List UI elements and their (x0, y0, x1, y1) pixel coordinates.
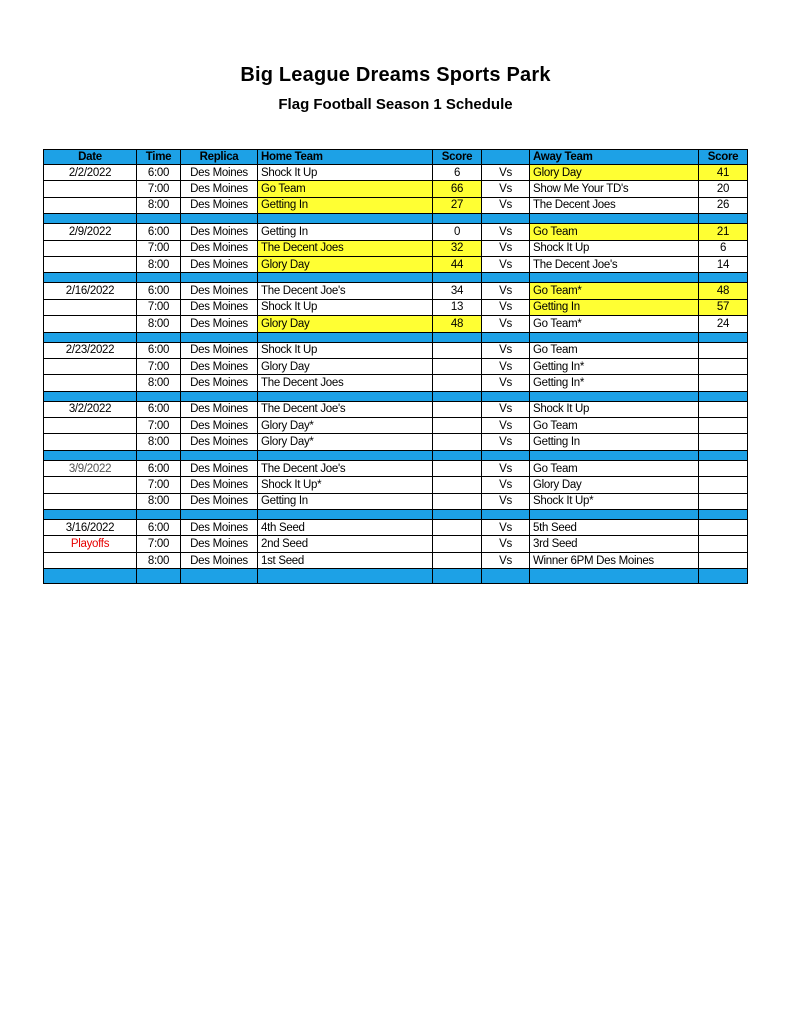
week-date: 2/16/2022 (44, 283, 137, 299)
home-team: Glory Day (258, 316, 433, 332)
game-time: 7:00 (137, 477, 181, 493)
separator-cell (699, 214, 748, 224)
home-score (433, 342, 482, 358)
home-team: 1st Seed (258, 552, 433, 568)
away-team: Getting In (530, 299, 699, 315)
home-score (433, 520, 482, 536)
game-replica: Des Moines (181, 493, 258, 509)
separator-cell (181, 332, 258, 342)
table-row (44, 342, 748, 358)
col-header-replica: Replica (181, 150, 258, 165)
col-header-home-team: Home Team (258, 150, 433, 165)
week-date: 3/9/2022 (44, 460, 137, 476)
vs-label: Vs (482, 552, 530, 568)
vs-label: Vs (482, 434, 530, 450)
separator-cell (699, 332, 748, 342)
separator-cell (258, 391, 433, 401)
home-team: Getting In (258, 197, 433, 213)
date-cell-empty (44, 316, 137, 332)
game-time: 7:00 (137, 418, 181, 434)
game-replica: Des Moines (181, 316, 258, 332)
game-time: 7:00 (137, 181, 181, 197)
away-score: 14 (699, 256, 748, 272)
game-replica: Des Moines (181, 256, 258, 272)
separator-cell (482, 332, 530, 342)
separator-cell (137, 214, 181, 224)
vs-label: Vs (482, 493, 530, 509)
col-header-away-team: Away Team (530, 150, 699, 165)
away-team: Go Team* (530, 316, 699, 332)
game-time: 8:00 (137, 552, 181, 568)
table-row (44, 165, 748, 181)
date-cell-empty (44, 358, 137, 374)
schedule-body (44, 165, 748, 584)
separator-cell (137, 569, 181, 584)
separator-cell (258, 569, 433, 584)
separator-cell (530, 214, 699, 224)
game-replica: Des Moines (181, 165, 258, 181)
home-team: Shock It Up (258, 165, 433, 181)
separator-cell (482, 450, 530, 460)
game-replica: Des Moines (181, 434, 258, 450)
game-time: 8:00 (137, 197, 181, 213)
table-row (44, 434, 748, 450)
vs-label: Vs (482, 240, 530, 256)
col-header-date: Date (44, 150, 137, 165)
vs-label: Vs (482, 283, 530, 299)
away-team: Shock It Up* (530, 493, 699, 509)
date-cell-empty (44, 493, 137, 509)
separator-cell (433, 332, 482, 342)
away-team: Getting In (530, 434, 699, 450)
game-replica: Des Moines (181, 536, 258, 552)
vs-label: Vs (482, 181, 530, 197)
table-row (44, 224, 748, 240)
home-score: 0 (433, 224, 482, 240)
home-team: Glory Day (258, 256, 433, 272)
home-score: 34 (433, 283, 482, 299)
game-replica: Des Moines (181, 418, 258, 434)
away-score (699, 401, 748, 417)
away-score (699, 358, 748, 374)
game-time: 6:00 (137, 401, 181, 417)
separator-cell (699, 569, 748, 584)
game-replica: Des Moines (181, 299, 258, 315)
vs-label: Vs (482, 401, 530, 417)
game-time: 6:00 (137, 224, 181, 240)
home-team: Getting In (258, 493, 433, 509)
separator-cell (137, 510, 181, 520)
game-replica: Des Moines (181, 552, 258, 568)
game-replica: Des Moines (181, 197, 258, 213)
away-score: 41 (699, 165, 748, 181)
separator-cell (433, 391, 482, 401)
table-row (44, 460, 748, 476)
date-cell-empty (44, 256, 137, 272)
game-replica: Des Moines (181, 283, 258, 299)
game-replica: Des Moines (181, 240, 258, 256)
table-row (44, 375, 748, 391)
date-cell-empty (44, 375, 137, 391)
date-cell-empty (44, 477, 137, 493)
away-team: The Decent Joes (530, 197, 699, 213)
separator-cell (44, 450, 137, 460)
away-score: 6 (699, 240, 748, 256)
game-time: 7:00 (137, 240, 181, 256)
table-row (44, 181, 748, 197)
away-score: 20 (699, 181, 748, 197)
game-replica: Des Moines (181, 342, 258, 358)
game-time: 6:00 (137, 460, 181, 476)
vs-label: Vs (482, 165, 530, 181)
away-team: Getting In* (530, 358, 699, 374)
week-date: 2/2/2022 (44, 165, 137, 181)
separator-cell (181, 273, 258, 283)
week-separator (44, 332, 748, 342)
away-team: The Decent Joe's (530, 256, 699, 272)
away-score: 48 (699, 283, 748, 299)
col-header-time: Time (137, 150, 181, 165)
away-score: 24 (699, 316, 748, 332)
home-score (433, 477, 482, 493)
date-cell-empty (44, 418, 137, 434)
date-cell-empty (44, 197, 137, 213)
game-replica: Des Moines (181, 460, 258, 476)
away-score (699, 477, 748, 493)
away-score (699, 342, 748, 358)
home-team: The Decent Joes (258, 240, 433, 256)
vs-label: Vs (482, 197, 530, 213)
col-header-vs (482, 150, 530, 165)
separator-cell (433, 510, 482, 520)
week-separator (44, 450, 748, 460)
separator-cell (699, 273, 748, 283)
separator-cell (44, 332, 137, 342)
away-team: Winner 6PM Des Moines (530, 552, 699, 568)
away-score: 26 (699, 197, 748, 213)
away-team: Shock It Up (530, 240, 699, 256)
date-cell-empty (44, 552, 137, 568)
week-separator (44, 214, 748, 224)
table-row (44, 240, 748, 256)
vs-label: Vs (482, 358, 530, 374)
separator-cell (699, 510, 748, 520)
week-separator (44, 273, 748, 283)
separator-cell (482, 273, 530, 283)
week-separator (44, 510, 748, 520)
separator-cell (181, 214, 258, 224)
table-row (44, 520, 748, 536)
home-team: 4th Seed (258, 520, 433, 536)
separator-cell (530, 510, 699, 520)
separator-cell (258, 214, 433, 224)
col-header-away-score: Score (699, 150, 748, 165)
away-score (699, 460, 748, 476)
separator-cell (433, 450, 482, 460)
separator-cell (44, 569, 137, 584)
away-team: Shock It Up (530, 401, 699, 417)
vs-label: Vs (482, 536, 530, 552)
week-date: 2/9/2022 (44, 224, 137, 240)
away-team: Go Team (530, 418, 699, 434)
away-team: Go Team (530, 342, 699, 358)
date-cell-empty (44, 434, 137, 450)
home-team: 2nd Seed (258, 536, 433, 552)
home-score (433, 493, 482, 509)
vs-label: Vs (482, 460, 530, 476)
separator-cell (482, 569, 530, 584)
away-score (699, 375, 748, 391)
separator-cell (433, 569, 482, 584)
home-score (433, 358, 482, 374)
separator-cell (530, 569, 699, 584)
away-score: 57 (699, 299, 748, 315)
home-team: Glory Day* (258, 434, 433, 450)
date-cell-empty (44, 181, 137, 197)
page-title: Big League Dreams Sports Park (240, 64, 551, 86)
separator-cell (699, 450, 748, 460)
game-time: 6:00 (137, 283, 181, 299)
vs-label: Vs (482, 418, 530, 434)
home-score (433, 460, 482, 476)
home-team: The Decent Joe's (258, 401, 433, 417)
page-subtitle: Flag Football Season 1 Schedule (278, 96, 513, 113)
separator-cell (137, 273, 181, 283)
table-row (44, 418, 748, 434)
home-score (433, 434, 482, 450)
separator-cell (181, 569, 258, 584)
separator-cell (258, 332, 433, 342)
separator-cell (482, 214, 530, 224)
home-score (433, 375, 482, 391)
home-score: 13 (433, 299, 482, 315)
away-score (699, 493, 748, 509)
game-replica: Des Moines (181, 477, 258, 493)
away-team: Getting In* (530, 375, 699, 391)
table-row (44, 493, 748, 509)
separator-cell (137, 450, 181, 460)
separator-cell (137, 391, 181, 401)
vs-label: Vs (482, 256, 530, 272)
game-replica: Des Moines (181, 401, 258, 417)
home-team: Getting In (258, 224, 433, 240)
home-score (433, 401, 482, 417)
vs-label: Vs (482, 224, 530, 240)
table-row (44, 299, 748, 315)
home-score: 66 (433, 181, 482, 197)
vs-label: Vs (482, 342, 530, 358)
game-replica: Des Moines (181, 358, 258, 374)
separator-cell (258, 273, 433, 283)
separator-cell (530, 273, 699, 283)
vs-label: Vs (482, 316, 530, 332)
away-score (699, 418, 748, 434)
home-score: 27 (433, 197, 482, 213)
schedule-table (43, 149, 748, 584)
col-header-home-score: Score (433, 150, 482, 165)
game-time: 6:00 (137, 520, 181, 536)
home-team: Glory Day* (258, 418, 433, 434)
table-row (44, 256, 748, 272)
game-time: 8:00 (137, 316, 181, 332)
vs-label: Vs (482, 477, 530, 493)
away-team: Go Team (530, 224, 699, 240)
game-replica: Des Moines (181, 520, 258, 536)
game-time: 7:00 (137, 299, 181, 315)
header-row (44, 150, 748, 165)
table-row (44, 536, 748, 552)
away-team: 3rd Seed (530, 536, 699, 552)
separator-cell (181, 510, 258, 520)
home-score: 32 (433, 240, 482, 256)
game-replica: Des Moines (181, 181, 258, 197)
separator-cell (44, 214, 137, 224)
away-score (699, 536, 748, 552)
away-score (699, 520, 748, 536)
week-date: 2/23/2022 (44, 342, 137, 358)
separator-cell (258, 450, 433, 460)
date-cell-empty (44, 240, 137, 256)
table-row (44, 401, 748, 417)
home-score: 44 (433, 256, 482, 272)
home-team: The Decent Joes (258, 375, 433, 391)
separator-cell (44, 391, 137, 401)
vs-label: Vs (482, 299, 530, 315)
week-date: 3/2/2022 (44, 401, 137, 417)
table-row (44, 358, 748, 374)
separator-cell (433, 273, 482, 283)
separator-cell (181, 450, 258, 460)
away-score (699, 434, 748, 450)
home-team: Shock It Up (258, 299, 433, 315)
away-score: 21 (699, 224, 748, 240)
table-row (44, 552, 748, 568)
game-time: 8:00 (137, 493, 181, 509)
home-score: 6 (433, 165, 482, 181)
game-replica: Des Moines (181, 375, 258, 391)
table-row (44, 197, 748, 213)
game-time: 7:00 (137, 536, 181, 552)
playoffs-label: Playoffs (44, 536, 137, 552)
game-time: 8:00 (137, 434, 181, 450)
home-team: Glory Day (258, 358, 433, 374)
home-score (433, 418, 482, 434)
away-team: Go Team (530, 460, 699, 476)
separator-cell (258, 510, 433, 520)
separator-cell (44, 510, 137, 520)
home-team: The Decent Joe's (258, 460, 433, 476)
vs-label: Vs (482, 375, 530, 391)
away-team: Glory Day (530, 477, 699, 493)
separator-cell (433, 214, 482, 224)
away-score (699, 552, 748, 568)
home-team: Shock It Up (258, 342, 433, 358)
away-team: Show Me Your TD's (530, 181, 699, 197)
game-time: 6:00 (137, 165, 181, 181)
date-cell-empty (44, 299, 137, 315)
game-time: 8:00 (137, 375, 181, 391)
table-row (44, 283, 748, 299)
game-time: 8:00 (137, 256, 181, 272)
separator-cell (482, 510, 530, 520)
week-separator (44, 569, 748, 584)
separator-cell (137, 332, 181, 342)
week-separator (44, 391, 748, 401)
separator-cell (530, 450, 699, 460)
away-team: Go Team* (530, 283, 699, 299)
game-replica: Des Moines (181, 224, 258, 240)
home-score: 48 (433, 316, 482, 332)
separator-cell (530, 332, 699, 342)
home-team: Go Team (258, 181, 433, 197)
home-score (433, 552, 482, 568)
separator-cell (482, 391, 530, 401)
home-team: Shock It Up* (258, 477, 433, 493)
away-team: Glory Day (530, 165, 699, 181)
game-time: 7:00 (137, 358, 181, 374)
vs-label: Vs (482, 520, 530, 536)
home-team: The Decent Joe's (258, 283, 433, 299)
separator-cell (699, 391, 748, 401)
table-row (44, 316, 748, 332)
week-date: 3/16/2022 (44, 520, 137, 536)
separator-cell (44, 273, 137, 283)
game-time: 6:00 (137, 342, 181, 358)
home-score (433, 536, 482, 552)
table-row (44, 477, 748, 493)
separator-cell (530, 391, 699, 401)
separator-cell (181, 391, 258, 401)
away-team: 5th Seed (530, 520, 699, 536)
